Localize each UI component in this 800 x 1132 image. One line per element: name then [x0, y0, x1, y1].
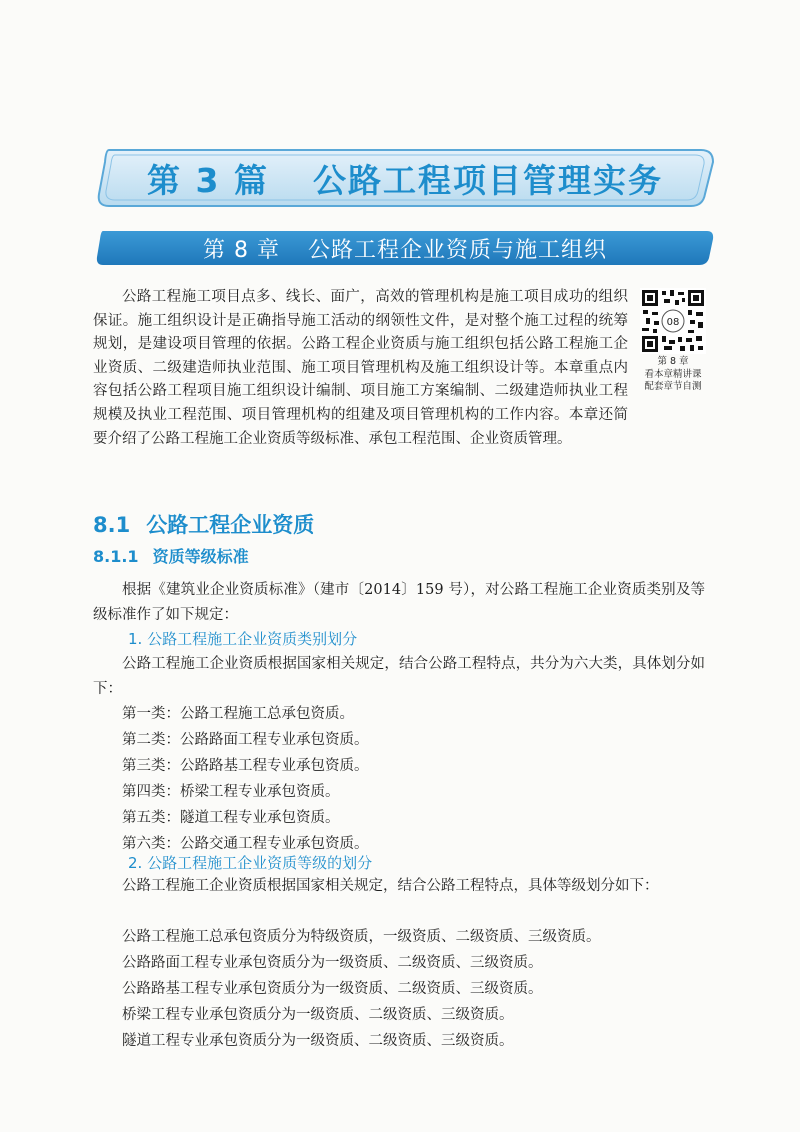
heading-grade-division: 2. 公路工程施工企业资质等级的划分 — [128, 854, 373, 872]
paragraph-grade-intro: 公路工程施工企业资质根据国家相关规定，结合公路工程特点，具体等级划分如下： — [122, 878, 659, 894]
section-number: 8.1 — [93, 513, 131, 537]
qr-caption-lecture: 看本章精讲课 — [644, 368, 702, 380]
list-item-category: 第二类：公路路面工程专业承包资质。 — [122, 732, 369, 748]
list-item-category: 第五类：隧道工程专业承包资质。 — [122, 810, 340, 826]
part-title — [95, 148, 715, 208]
subsection-number: 8.1.1 — [93, 547, 139, 566]
section-title: 公路工程企业资质 — [146, 513, 315, 537]
qr-caption-quiz: 配套章节自测 — [644, 381, 702, 392]
list-item-grade: 公路路基工程专业承包资质分为一级资质、二级资质、三级资质。 — [122, 981, 543, 997]
chapter-name: 公路工程企业资质与施工组织 — [307, 237, 607, 263]
list-item-category: 第一类：公路工程施工总承包资质。 — [122, 706, 354, 722]
list-item-category: 第三类：公路路基工程专业承包资质。 — [122, 758, 369, 774]
paragraph-standard: 根据《建筑业企业资质标准》（建市〔2014〕159 号），对公路工程施工企业资质类别及等级标准作了如下规定： — [93, 582, 705, 623]
qr-badge: 08 — [666, 317, 680, 328]
list-item-grade: 桥梁工程专业承包资质分为一级资质、二级资质、三级资质。 — [122, 1007, 514, 1023]
chapter-label: 第 8 章 — [203, 237, 280, 263]
part-banner — [95, 148, 715, 208]
chapter-title — [95, 230, 715, 266]
part-name: 公路工程项目管理实务 — [312, 160, 663, 200]
subsection-heading — [93, 544, 249, 567]
subsection-title: 资质等级标准 — [152, 547, 249, 566]
qr-caption — [628, 356, 718, 394]
list-item-category: 第六类：公路交通工程专业承包资质。 — [122, 836, 369, 852]
list-item-grade: 公路工程施工总承包资质分为特级资质，一级资质、二级资质、三级资质。 — [122, 929, 601, 945]
section-heading — [93, 509, 314, 539]
paragraph-category-intro: 公路工程施工企业资质根据国家相关规定，结合公路工程特点，共分为六大类，具体划分如下： — [93, 656, 705, 697]
chapter-banner — [95, 230, 715, 266]
qr-code-icon[interactable] — [640, 288, 706, 354]
part-label: 第 3 篇 — [147, 160, 269, 200]
qr-caption-chapter: 第 8 章 — [657, 356, 689, 367]
list-item-grade: 隧道工程专业承包资质分为一级资质、二级资质、三级资质。 — [122, 1033, 514, 1049]
list-item-category: 第四类：桥梁工程专业承包资质。 — [122, 784, 340, 800]
heading-category-division: 1. 公路工程施工企业资质类别划分 — [128, 630, 358, 648]
chapter-intro: 公路工程施工项目点多、线长、面广，高效的管理机构是施工项目成功的组织保证。施工组织设计是正确指导施工活动的纲领性文件，是对整个施工过程的统筹规划，是建设项目管理的依据。公路工程企业资质与施工组织包括公路工程施工企业资质、二级建造师执业范围、施工项目管理机构及施工组织设计等。本章重点内容包括公路工程项目施工组织设计编制、项目施工方案编制、二级建造师执业工程规模及执业工程范围、项目管理机构的组建及项目管理机构的工作内容。本章还简要介绍了公路工程施工企业资质等级标准、承包工程范围、企业资质管理。 — [93, 289, 628, 447]
list-item-grade: 公路路面工程专业承包资质分为一级资质、二级资质、三级资质。 — [122, 955, 543, 971]
